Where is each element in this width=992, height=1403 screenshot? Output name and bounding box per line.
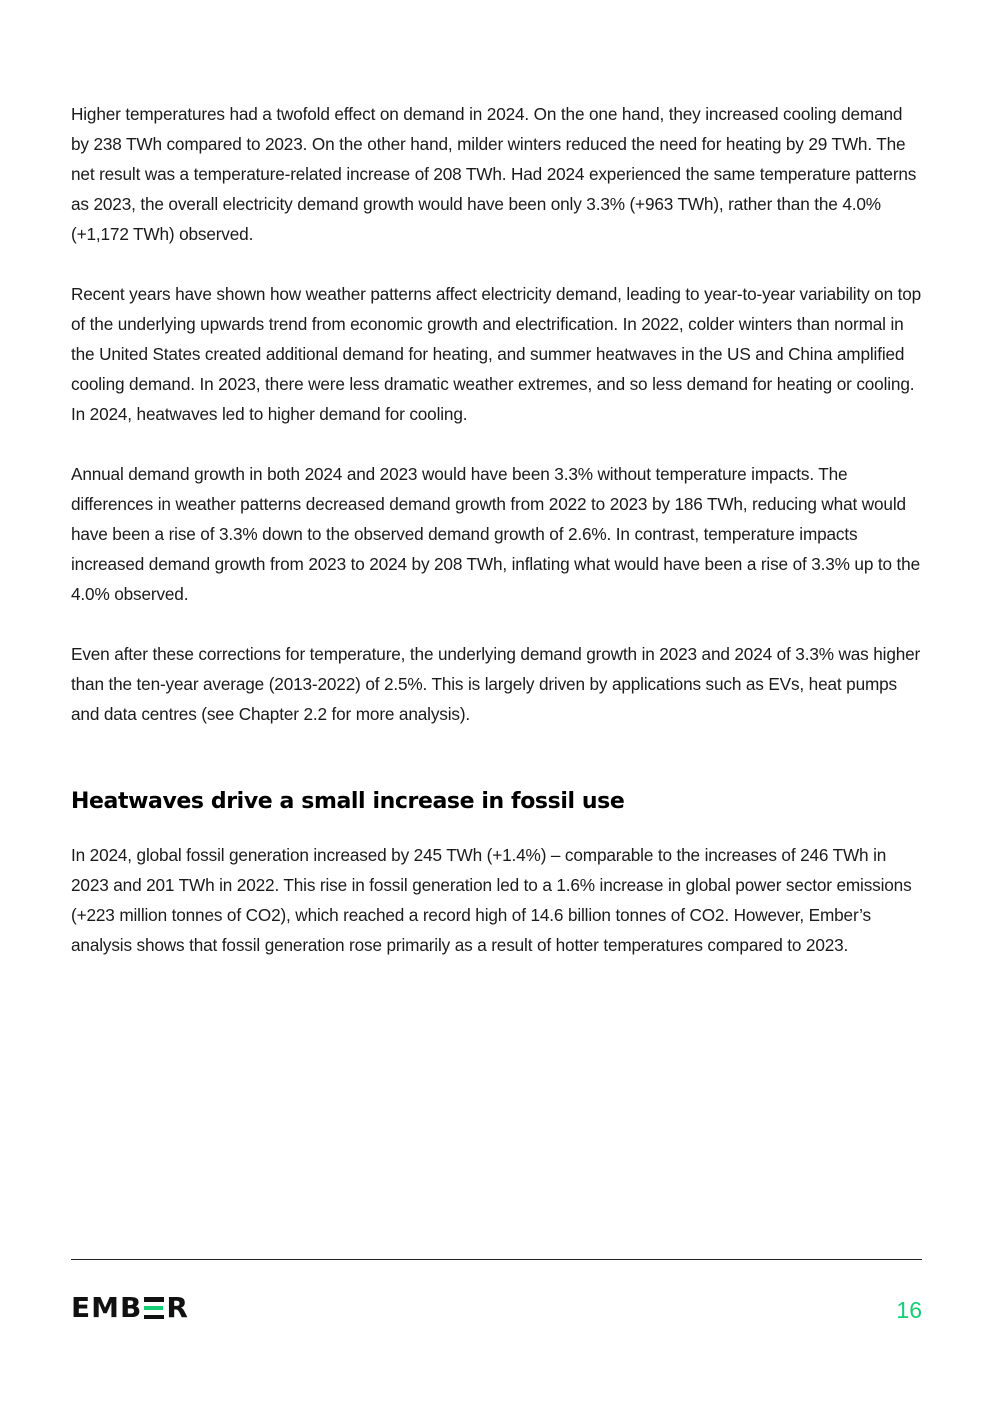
body-paragraph-1: Higher temperatures had a twofold effect on demand in 2024. On the one hand, they increased cooling demand by 238 TWh compared to 2023. On the other hand, milder winters reduced the need for heating by 29 TWh. The net result was a temperature-related increase of 208 TWh. Had 2024 experienced the same temperature patterns as 2023, the overall electricity demand growth would have been only 3.3% (+963 TWh), rather than the 4.0% (+1,172 TWh) observed. [71, 104, 917, 244]
page-number: 16 [896, 1297, 922, 1323]
section-heading: Heatwaves drive a small increase in fossil use [71, 789, 625, 814]
body-paragraph-2: Recent years have shown how weather patterns affect electricity demand, leading to year-to-year variability on top of the underlying upwards trend from economic growth and electrification. In 2022, colder winters than normal in the United States created additional demand for heating, and summer heatwaves in the US and China amplified cooling demand. In 2023, there were less dramatic weather extremes, and so less demand for heating or cooling. In 2024, heatwaves led to higher demand for cooling. [71, 284, 922, 424]
page-content [71, 99, 923, 990]
ember-logo [71, 1291, 189, 1324]
body-paragraph-3: Annual demand growth in both 2024 and 2023 would have been 3.3% without temperature impacts. The differences in weather patterns decreased demand growth from 2022 to 2023 by 186 TWh, reducing what would have been a rise of 3.3% down to the observed demand growth of 2.6%. In contrast, temperature impacts increased demand growth from 2023 to 2024 by 208 TWh, inflating what would have been a rise of 3.3% up to the 4.0% observed. [71, 464, 920, 604]
body-paragraph-4: Even after these corrections for temperature, the underlying demand growth in 2023 and 2024 of 3.3% was higher than the ten-year average (2013-2022) of 2.5%. This is largely driven by applications such as EVs, heat pumps and data centres (see Chapter 2.2 for more analysis). [71, 644, 921, 724]
section-paragraph: In 2024, global fossil generation increased by 245 TWh (+1.4%) – comparable to the increases of 246 TWh in 2023 and 201 TWh in 2022. This rise in fossil generation led to a 1.6% increase in global power sector emissions (+223 million tonnes of CO2), which reached a record high of 14.6 billion tonnes of CO2. However, Ember’s analysis shows that fossil generation rose primarily as a result of hotter temperatures compared to 2023. [71, 845, 912, 955]
logo-e-icon [144, 1297, 164, 1319]
logo-text-start: EMB [71, 1291, 143, 1324]
footer-divider [71, 1259, 922, 1260]
logo-text-end: R [166, 1291, 189, 1324]
